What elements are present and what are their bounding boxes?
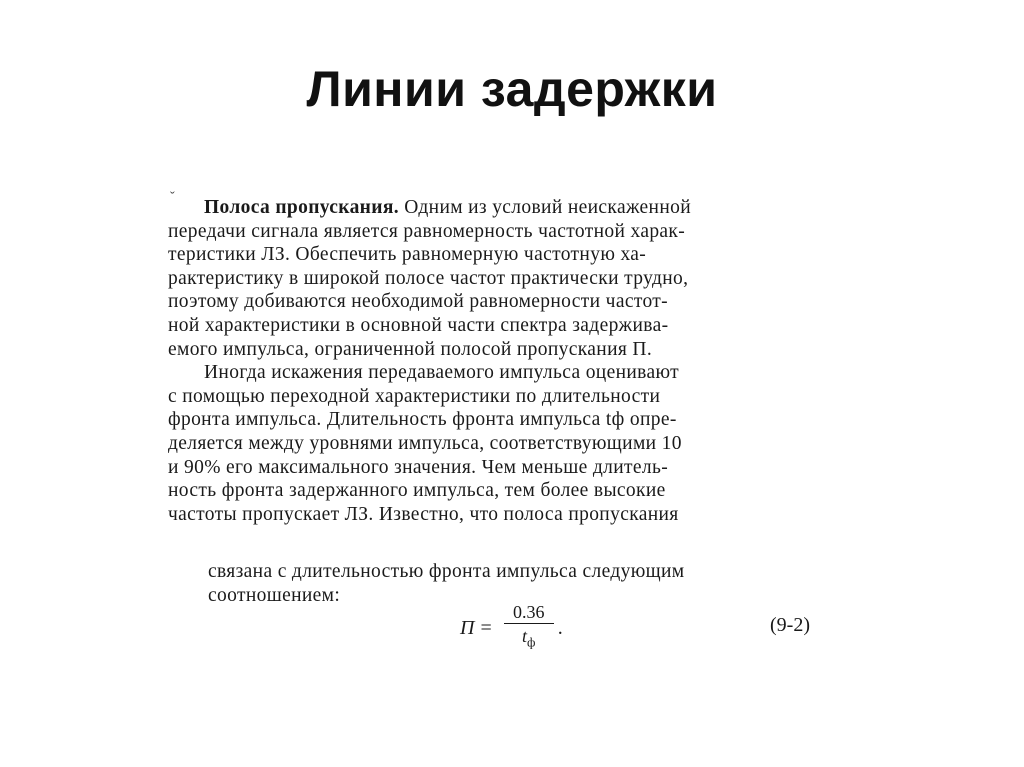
scan-line: ной характеристики в основной части спектра задержива-: [168, 314, 669, 336]
scan-line: емого импульса, ограниченной полосой пропускания П.: [168, 338, 653, 360]
term-bold: Полоса пропускания.: [204, 197, 399, 218]
scan-line: с помощью переходной характеристики по длительности: [168, 385, 661, 407]
scan-line: частоты пропускает ЛЗ. Известно, что полоса пропускания: [168, 503, 679, 525]
scan-line: соотношением:: [208, 585, 341, 606]
scan-line: [168, 196, 828, 220]
slide-title: Линии задержки: [306, 61, 718, 117]
formula-denominator: [522, 624, 535, 655]
scan-line: деляется между уровнями импульса, соответствующими 10: [168, 432, 682, 454]
formula: [460, 600, 563, 656]
line-text: Одним из условий неискаженной: [398, 197, 691, 218]
scan-line: фронта импульса. Длительность фронта импульса tф опре-: [168, 409, 677, 431]
scan-line: Иногда искажения передаваемого импульса оценивают: [204, 362, 680, 384]
formula-equals: =: [480, 616, 492, 639]
scan-line: поэтому добиваются необходимой равномерности частот-: [168, 291, 668, 313]
scan-mark: ˇ: [170, 190, 175, 205]
denominator-var: t: [522, 626, 528, 647]
formula-fraction: [504, 601, 554, 655]
formula-lhs: П: [460, 616, 475, 639]
scan-line: ность фронта задержанного импульса, тем более высокие: [168, 480, 666, 502]
scan-line: передачи сигнала является равномерность частотной харак-: [168, 220, 686, 242]
scan-line: связана с длительностью фронта импульса следующим: [208, 561, 685, 582]
formula-numerator: 0.36: [512, 601, 545, 622]
equation-number: (9-2): [770, 614, 810, 636]
formula-trailing: .: [557, 616, 563, 639]
scan-line: теристики ЛЗ. Обеспечить равномерную частотную ха-: [168, 244, 647, 266]
scan-line: и 90% его максимального значения. Чем меньше длитель-: [168, 456, 669, 478]
scan-line: рактеристику в широкой полосе частот практически трудно,: [168, 267, 689, 289]
denominator-sub: ф: [527, 635, 536, 651]
scanned-text-block-1: [168, 196, 828, 526]
